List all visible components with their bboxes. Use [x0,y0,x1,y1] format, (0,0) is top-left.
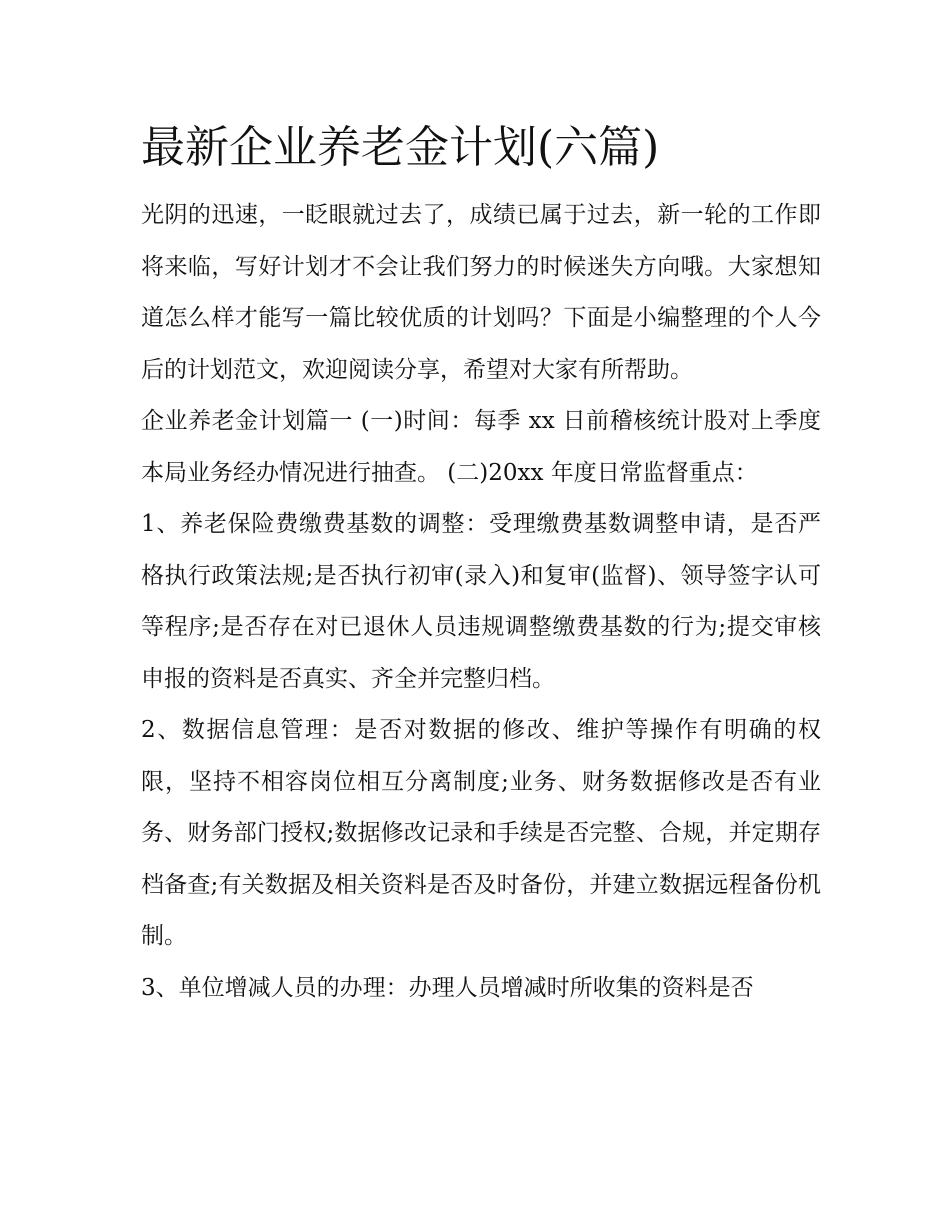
intro-paragraph: 光阴的迅速，一眨眼就过去了，成绩已属于过去，新一轮的工作即将来临，写好计划才不会让我们努力的时候迷失方向哦。大家想知道怎么样才能写一篇比较优质的计划吗？下面是小编整理的个人今后的计划范文，欢迎阅读分享，希望对大家有所帮助。 [141,202,821,383]
document-body [141,112,821,1014]
item-1-paragraph: 1、养老保险费缴费基数的调整：受理缴费基数调整申请，是否严格执行政策法规;是否执行初审(录入)和复审(监督)、领导签字认可等程序;是否存在对已退休人员违规调整缴费基数的行为;提交审核申报的资料是否真实、齐全并完整归档。 [141,511,821,692]
item-2-paragraph: 2、数据信息管理：是否对数据的修改、维护等操作有明确的权限，坚持不相容岗位相互分离制度;业务、财务数据修改是否有业务、财务部门授权;数据修改记录和手续是否完整、合规，并定期存档备查;有关数据及相关资料是否及时备份，并建立数据远程备份机制。 [141,717,821,949]
section-one-paragraph: 企业养老金计划篇一 (一)时间：每季 xx 日前稽核统计股对上季度本局业务经办情况进行抽查。 (二)20xx 年度日常监督重点： [141,408,821,486]
document-title: 最新企业养老金计划(六篇) [141,122,660,173]
item-3-paragraph: 3、单位增减人员的办理：办理人员增减时所收集的资料是否 [141,974,754,1001]
